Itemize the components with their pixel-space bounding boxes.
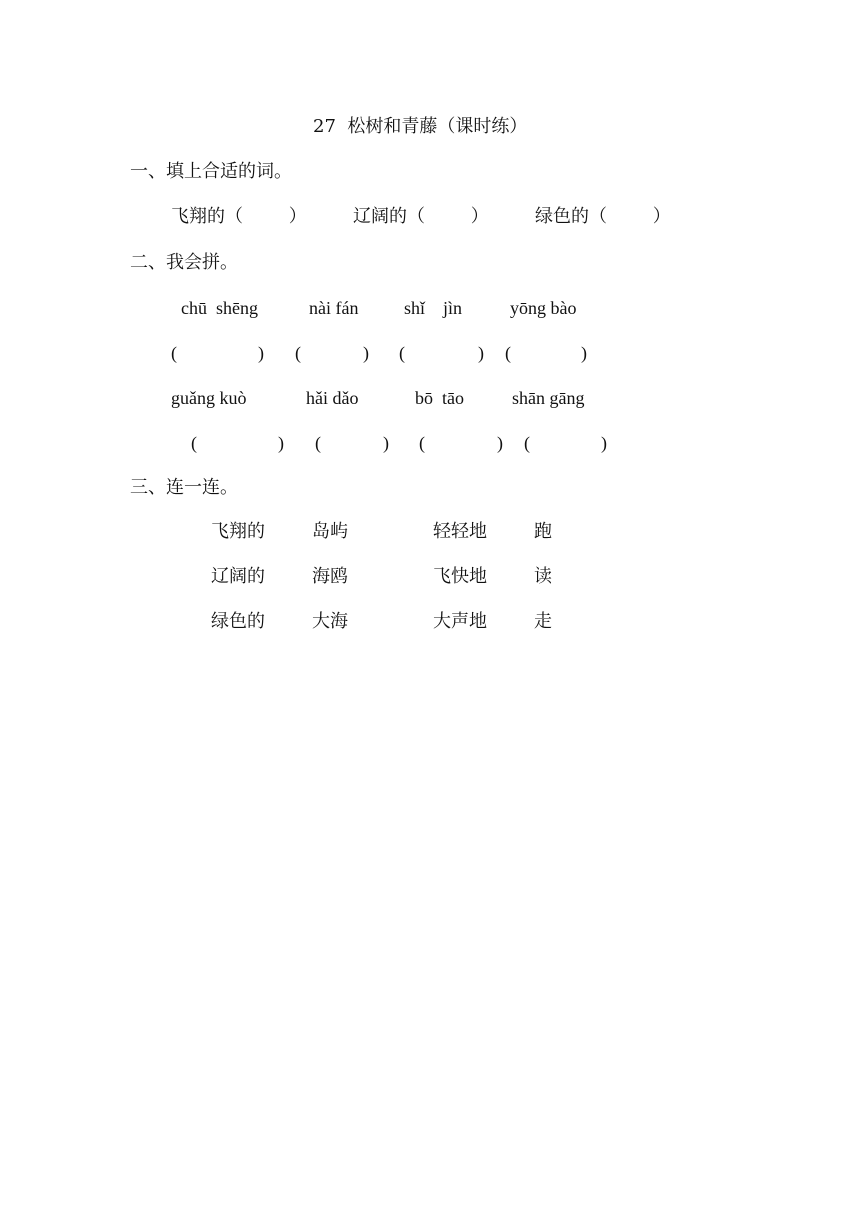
answer-close-paren: )	[497, 433, 503, 453]
answer-close-paren: )	[581, 343, 587, 363]
answer-open-paren: (	[171, 343, 177, 363]
match-item: 飞翔的	[211, 521, 265, 542]
match-item: 岛屿	[312, 521, 348, 542]
answer-open-paren: (	[295, 343, 301, 363]
match-item: 走	[534, 611, 552, 632]
pinyin-word: yōng bào	[510, 298, 577, 318]
answer-close-paren: )	[601, 433, 607, 453]
answer-open-paren: (	[419, 433, 425, 453]
section2-heading: 二、我会拼。	[130, 252, 238, 273]
answer-close-paren: )	[278, 433, 284, 453]
section3-heading: 三、连一连。	[130, 477, 238, 498]
match-item: 大海	[312, 611, 348, 632]
pinyin-word: hǎi dǎo	[306, 388, 359, 408]
match-item: 飞快地	[433, 566, 487, 587]
answer-close-paren: )	[363, 343, 369, 363]
pinyin-word: bō tāo	[415, 388, 464, 408]
answer-open-paren: (	[315, 433, 321, 453]
answer-close-paren: )	[383, 433, 389, 453]
pinyin-word: shǐ jìn	[404, 298, 463, 318]
fill-item: 飞翔的（ ）	[171, 206, 307, 227]
page-title: 27 松树和青藤（课时练）	[313, 116, 528, 137]
pinyin-word: chū shēng	[181, 298, 258, 318]
fill-item: 辽阔的（ ）	[353, 206, 489, 227]
match-item: 轻轻地	[433, 521, 487, 542]
section1-heading: 一、填上合适的词。	[130, 161, 292, 182]
answer-open-paren: (	[399, 343, 405, 363]
pinyin-word: guǎng kuò	[171, 388, 247, 408]
match-item: 海鸥	[312, 566, 348, 587]
fill-item: 绿色的（ ）	[535, 206, 671, 227]
pinyin-word: shān gāng	[512, 388, 585, 408]
answer-open-paren: (	[505, 343, 511, 363]
match-item: 大声地	[433, 611, 487, 632]
answer-open-paren: (	[191, 433, 197, 453]
match-item: 绿色的	[211, 611, 265, 632]
answer-close-paren: )	[478, 343, 484, 363]
answer-close-paren: )	[258, 343, 264, 363]
match-item: 读	[534, 566, 552, 587]
answer-open-paren: (	[524, 433, 530, 453]
match-item: 跑	[534, 521, 552, 542]
pinyin-word: nài fán	[309, 298, 359, 318]
match-item: 辽阔的	[211, 566, 265, 587]
